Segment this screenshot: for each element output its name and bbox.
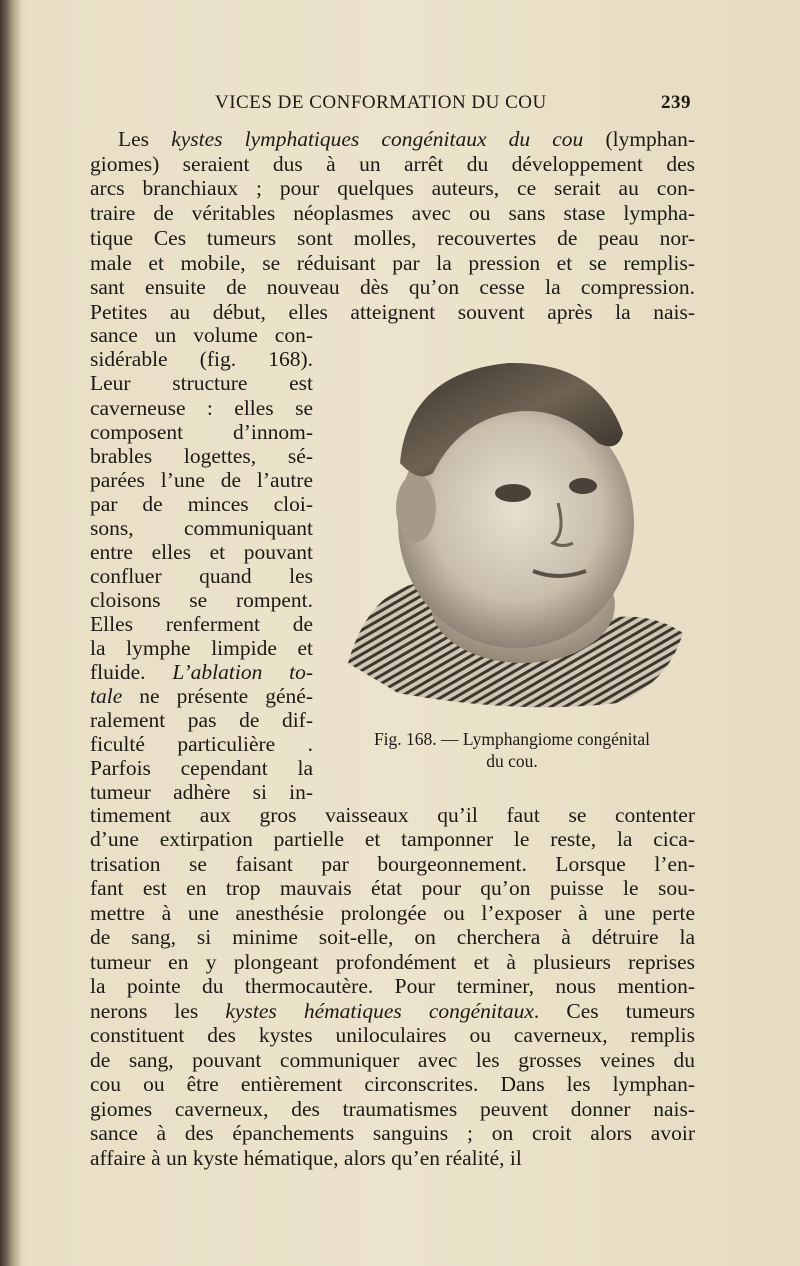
running-title: VICES DE CONFORMATION DU COU xyxy=(215,92,547,113)
text-line: ralement pas de dif- xyxy=(90,708,313,732)
text-line: la lymphe limpide et xyxy=(90,636,313,660)
text-line: affaire à un kyste hématique, alors qu’en réalité, il xyxy=(90,1146,522,1170)
text-line: sidérable (fig. 168). xyxy=(90,347,313,371)
text-line: sons, communiquant xyxy=(90,516,313,540)
text-line: sance un volume con- xyxy=(90,323,313,347)
text-line: sance à des épanchements sanguins ; on croit alors avoir xyxy=(90,1121,695,1145)
text-line: male et mobile, se réduisant par la pression et se remplis- xyxy=(90,251,695,275)
text-line: Leur structure est xyxy=(90,371,313,395)
page-number: 239 xyxy=(661,92,691,113)
text-line: tumeur en y plongeant profondément et à plusieurs reprises xyxy=(90,950,695,974)
text-line: d’une extirpation partielle et tamponner le reste, la cica- xyxy=(90,827,695,851)
text-line: tale ne présente géné- xyxy=(90,684,313,708)
text-line: traire de véritables néoplasmes avec ou sans stase lympha- xyxy=(90,201,695,225)
text-line: Elles renferment de xyxy=(90,612,313,636)
left-eye xyxy=(495,484,531,502)
right-eye xyxy=(569,478,597,494)
text-line: Les kystes lymphatiques congénitaux du cou (lymphan- xyxy=(118,127,696,151)
text-line: giomes caverneux, des traumatismes peuvent donner nais- xyxy=(90,1097,695,1121)
text-line: ficulté particulière . xyxy=(90,732,313,756)
text-line: de sang, pouvant communiquer avec les grosses veines du xyxy=(90,1048,695,1072)
text-line: mettre à une anesthésie prolongée ou l’exposer à une perte xyxy=(90,901,695,925)
text-line: tique Ces tumeurs sont molles, recouvertes de peau nor- xyxy=(90,226,695,250)
text-line: fant est en trop mauvais état pour qu’on puisse le sou- xyxy=(90,876,695,900)
text-line: la pointe du thermocautère. Pour terminer, nous mention- xyxy=(90,974,695,998)
text-line: cou ou être entièrement circonscrites. Dans les lymphan- xyxy=(90,1072,695,1096)
text-line: sant ensuite de nouveau dès qu’on cesse la compression. xyxy=(90,275,695,299)
book-spine-shadow xyxy=(0,0,22,1266)
text-line: trisation se faisant par bourgeonnement. Lorsque l’en- xyxy=(90,852,695,876)
text-line: tumeur adhère si in- xyxy=(90,780,313,804)
text-line: caverneuse : elles se xyxy=(90,396,313,420)
text-line: par de minces cloi- xyxy=(90,492,313,516)
figure-caption: Fig. 168. — Lymphangiome congénital du cou. xyxy=(373,729,651,771)
text-line: parées l’une de l’autre xyxy=(90,468,313,492)
running-header xyxy=(90,92,695,116)
text-line: de sang, si minime soit-elle, on cherchera à détruire la xyxy=(90,925,695,949)
text-line: Parfois cependant la xyxy=(90,756,313,780)
text-line: constituent des kystes uniloculaires ou caverneux, remplis xyxy=(90,1023,695,1047)
text-line: confluer quand les xyxy=(90,564,313,588)
text-line: cloisons se rompent. xyxy=(90,588,313,612)
text-line: arcs branchiaux ; pour quelques auteurs, ce serait au con- xyxy=(90,176,695,200)
figure-168-portrait xyxy=(338,343,688,715)
text-line: composent d’innom- xyxy=(90,420,313,444)
text-line: entre elles et pouvant xyxy=(90,540,313,564)
text-line: fluide. L’ablation to- xyxy=(90,660,313,684)
text-line: nerons les kystes hématiques congénitaux. Ces tumeurs xyxy=(90,999,695,1023)
text-line: giomes) seraient dus à un arrêt du développement des xyxy=(90,152,695,176)
text-line: timement aux gros vaisseaux qu’il faut se contenter xyxy=(90,803,695,827)
text-line: brables logettes, sé- xyxy=(90,444,313,468)
text-line: Petites au début, elles atteignent souvent après la nais- xyxy=(90,300,695,324)
child-ear xyxy=(396,474,436,542)
